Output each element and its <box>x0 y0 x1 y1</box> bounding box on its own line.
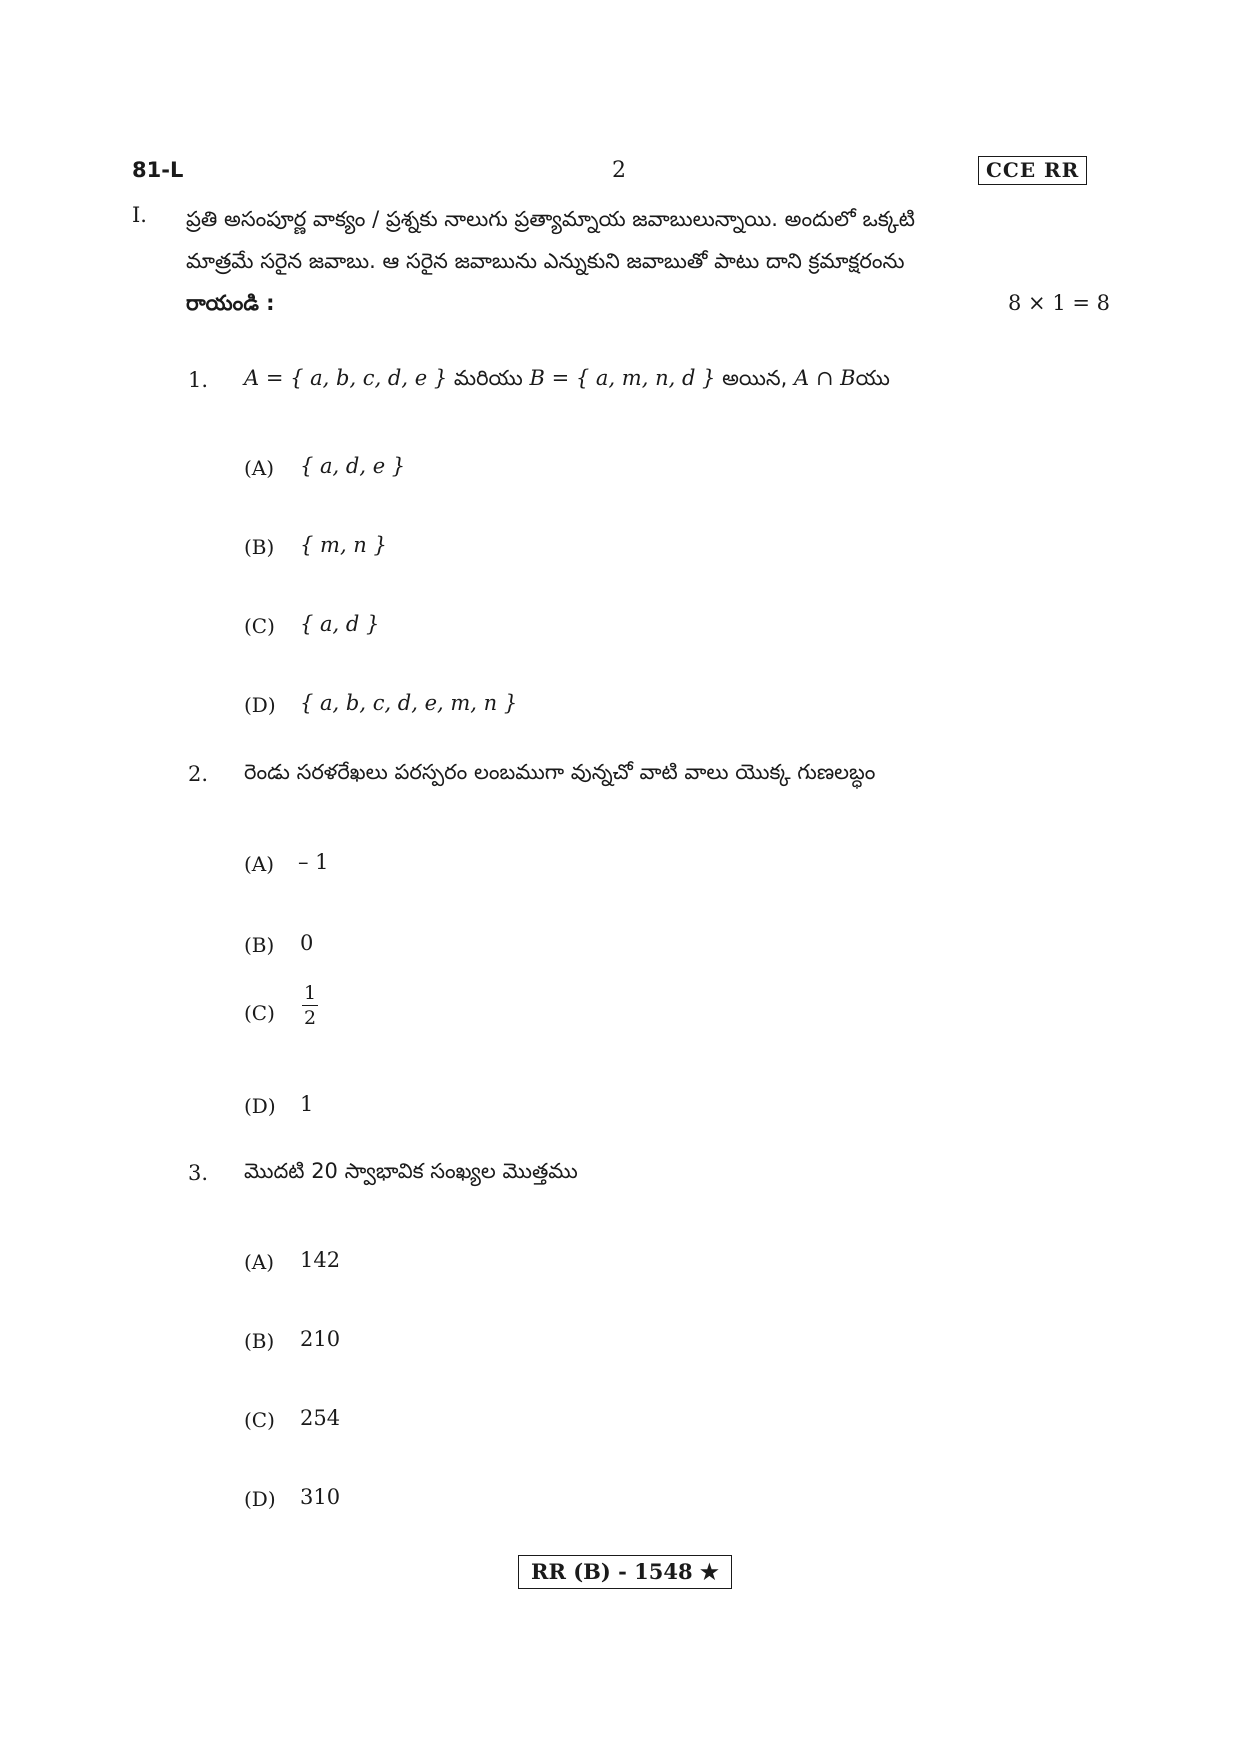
q2-option-d-value: 1 <box>300 1092 314 1116</box>
q1-option-c-label: (C) <box>244 614 275 638</box>
q2-option-d-label: (D) <box>244 1094 276 1118</box>
question-2-text: రెండు సరళరేఖలు పరస్పరం లంబముగా వున్నచో వాటి వాలు యొక్క గుణలబ్ధం <box>244 760 876 784</box>
q2-option-b-label: (B) <box>244 933 275 957</box>
instruction-line-2: మాత్రమే సరైన జవాబు. ఆ సరైన జవాబును ఎన్నుకుని జవాబుతో పాటు దాని క్రమాక్షరంను <box>186 249 905 273</box>
q3-option-d-value: 310 <box>300 1485 341 1509</box>
footer-code-box <box>518 1555 732 1589</box>
section-instructions <box>186 198 1110 324</box>
q1-option-c-value: { a, d } <box>300 612 380 636</box>
star-icon: ★ <box>699 1559 719 1584</box>
q1-option-b-value: { m, n } <box>300 533 387 557</box>
q2-option-a-value: – 1 <box>298 850 329 874</box>
question-2-number: 2. <box>188 762 209 786</box>
q1-set-b: B = { a, m, n, d } <box>529 366 716 390</box>
q1-option-a-value: { a, d, e } <box>300 454 406 478</box>
q2-option-c-label: (C) <box>244 1001 275 1025</box>
fraction-bar <box>302 1005 318 1006</box>
q2-option-a-label: (A) <box>244 852 275 876</box>
q3-option-a-value: 142 <box>300 1248 341 1272</box>
q1-option-b-label: (B) <box>244 535 275 559</box>
q1-word-and: మరియు <box>453 366 523 390</box>
question-1-number: 1. <box>188 368 209 392</box>
marks-allocation: 8 × 1 = 8 <box>1008 291 1110 315</box>
q1-option-d-value: { a, b, c, d, e, m, n } <box>300 691 518 715</box>
q1-set-a: A = { a, b, c, d, e } <box>244 366 448 390</box>
q3-option-b-value: 210 <box>300 1327 341 1351</box>
q1-expression: A ∩ B <box>794 366 856 390</box>
q1-option-a-label: (A) <box>244 456 275 480</box>
instruction-line-1: ప్రతి అసంపూర్ణ వాక్యం / ప్రశ్నకు నాలుగు ప్రత్యామ్నాయ జవాబులున్నాయి. అందులో ఒక్కటి <box>186 207 915 231</box>
instruction-end: రాయండి : <box>186 291 275 315</box>
question-3-text: మొదటి 20 స్వాభావిక సంఖ్యల మొత్తము <box>244 1159 578 1183</box>
q2-option-c-fraction <box>302 982 318 1029</box>
series-badge: CCE RR <box>978 156 1087 185</box>
q2-option-b-value: 0 <box>300 931 314 955</box>
q1-word-is: యు <box>855 366 890 390</box>
q1-word-then: అయిన, <box>722 366 788 390</box>
fraction-denominator: 2 <box>303 1007 317 1029</box>
q3-option-b-label: (B) <box>244 1329 275 1353</box>
q1-option-d-label: (D) <box>244 693 276 717</box>
q3-option-d-label: (D) <box>244 1487 276 1511</box>
paper-code: 81-L <box>132 158 184 182</box>
fraction-numerator: 1 <box>303 982 317 1004</box>
footer-code: RR (B) - 1548 <box>531 1559 693 1584</box>
section-number: I. <box>132 203 147 227</box>
q3-option-c-value: 254 <box>300 1406 341 1430</box>
q3-option-c-label: (C) <box>244 1408 275 1432</box>
q3-option-a-label: (A) <box>244 1250 275 1274</box>
question-3-number: 3. <box>188 1161 209 1185</box>
question-1-text <box>244 366 890 396</box>
instruction-line-3 <box>186 282 1110 324</box>
page-number: 2 <box>612 158 626 183</box>
